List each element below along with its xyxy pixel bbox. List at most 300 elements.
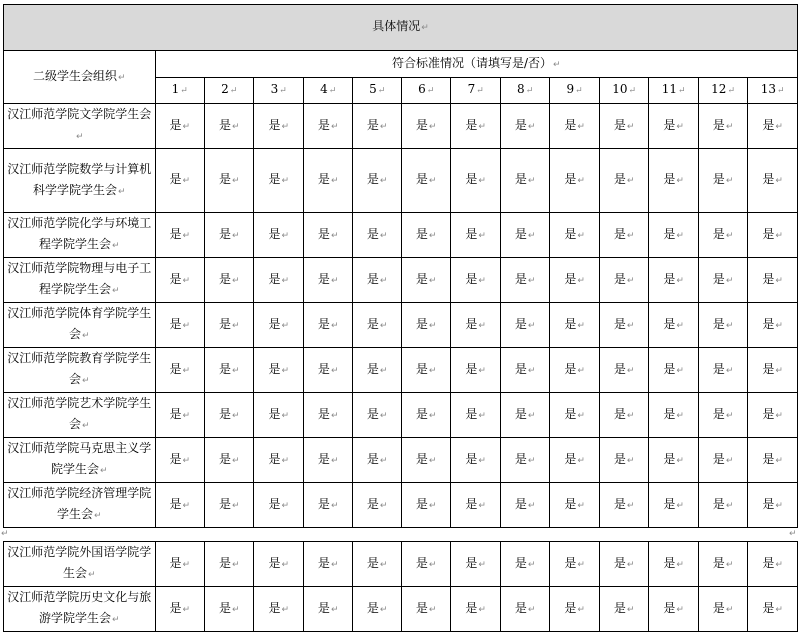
criteria-value-cell <box>649 438 698 483</box>
paragraph-mark: ↵ <box>577 455 585 466</box>
criteria-value-cell-text: 是 <box>317 117 330 132</box>
paragraph-mark: ↵ <box>281 320 289 331</box>
paragraph-mark: ↵ <box>330 320 339 331</box>
criteria-value-cell-text: 是 <box>762 406 775 421</box>
paragraph-mark: ↵ <box>677 86 686 96</box>
criteria-value-cell <box>748 348 798 393</box>
paragraph-mark: ↵ <box>117 186 126 197</box>
paragraph-mark: ↵ <box>231 275 240 286</box>
criteria-value-cell <box>303 587 352 632</box>
paragraph-mark: ↵ <box>626 559 635 570</box>
paragraph-mark: ↵ <box>330 500 339 511</box>
criteria-value-cell-text: 是 <box>465 555 478 570</box>
criteria-value-cell-text: 是 <box>415 226 428 241</box>
criteria-value-cell <box>550 104 599 149</box>
criteria-value-cell-text: 是 <box>268 555 281 570</box>
criteria-value-cell-text: 是 <box>415 316 428 331</box>
paragraph-mark: ↵ <box>182 455 191 466</box>
criteria-value-cell-text: 是 <box>514 555 527 570</box>
paragraph-mark: ↵ <box>527 365 536 376</box>
paragraph-mark: ↵ <box>428 320 437 331</box>
paragraph-mark: ↵ <box>775 275 783 286</box>
paragraph-mark: ↵ <box>789 529 797 539</box>
criteria-value-cell-text: 是 <box>762 555 775 570</box>
criteria-value-cell <box>205 393 254 438</box>
criteria-value-cell <box>748 483 798 528</box>
paragraph-mark: ↵ <box>330 455 339 466</box>
paragraph-mark: ↵ <box>626 320 635 331</box>
paragraph-mark: ↵ <box>428 121 437 132</box>
paragraph-mark: ↵ <box>330 410 339 421</box>
criteria-value-cell <box>155 393 204 438</box>
org-name-cell <box>4 149 156 213</box>
paragraph-mark: ↵ <box>182 275 191 286</box>
criteria-value-cell <box>698 104 747 149</box>
criteria-value-cell-text: 是 <box>317 361 330 376</box>
column-number <box>155 78 204 104</box>
criteria-value-cell <box>550 348 599 393</box>
column-number-text: 6 <box>418 82 426 96</box>
paragraph-mark: ↵ <box>379 410 388 421</box>
paragraph-mark: ↵ <box>231 410 240 421</box>
criteria-value-cell <box>451 149 500 213</box>
criteria-value-cell <box>205 438 254 483</box>
criteria-value-cell <box>254 258 303 303</box>
criteria-value-cell <box>303 303 352 348</box>
paragraph-mark: ↵ <box>626 230 635 241</box>
paragraph-mark: ↵ <box>81 331 90 341</box>
criteria-value-cell <box>353 587 401 632</box>
paragraph-mark: ↵ <box>725 410 734 421</box>
criteria-value-cell-text: 是 <box>366 172 379 186</box>
criteria-value-cell-text: 是 <box>564 496 577 511</box>
criteria-value-cell-text: 是 <box>465 600 478 615</box>
criteria-value-cell-text: 是 <box>317 271 330 286</box>
paragraph-mark: ↵ <box>231 230 240 241</box>
criteria-value-cell-text: 是 <box>465 451 478 466</box>
title-row <box>4 5 798 51</box>
criteria-value-cell <box>500 104 549 149</box>
paragraph-mark: ↵ <box>575 86 583 96</box>
criteria-value-cell-text: 是 <box>663 555 676 570</box>
criteria-value-cell <box>748 587 798 632</box>
paragraph-mark: ↵ <box>777 86 785 96</box>
criteria-value-cell-text: 是 <box>169 117 182 132</box>
criteria-value-cell <box>353 258 401 303</box>
paragraph-mark: ↵ <box>428 604 437 615</box>
org-name-cell-text: 汉江师范学院外国语学院学生会 <box>7 545 152 580</box>
criteria-value-cell <box>500 149 549 213</box>
criteria-value-cell <box>155 213 204 258</box>
paragraph-mark: ↵ <box>426 86 435 96</box>
organization-criteria-table <box>3 4 798 528</box>
criteria-value-cell-text: 是 <box>366 271 379 286</box>
criteria-value-cell-text: 是 <box>663 451 676 466</box>
paragraph-mark: ↵ <box>182 365 191 376</box>
table-row <box>4 393 798 438</box>
org-name-cell <box>4 438 156 483</box>
criteria-value-cell <box>698 542 747 587</box>
criteria-value-cell-text: 是 <box>268 117 281 132</box>
criteria-value-cell-text: 是 <box>415 406 428 421</box>
criteria-value-cell <box>254 393 303 438</box>
paragraph-mark: ↵ <box>281 176 289 186</box>
criteria-value-cell-text: 是 <box>712 117 725 132</box>
criteria-value-cell <box>698 438 747 483</box>
paragraph-mark: ↵ <box>676 365 684 376</box>
paragraph-mark: ↵ <box>478 500 486 511</box>
paragraph-mark: ↵ <box>725 455 734 466</box>
criteria-value-cell-text: 是 <box>169 316 182 331</box>
criteria-value-cell <box>205 258 254 303</box>
criteria-value-cell <box>254 149 303 213</box>
criteria-value-cell <box>698 348 747 393</box>
criteria-value-cell <box>649 393 698 438</box>
table-row <box>4 104 798 149</box>
criteria-value-cell-text: 是 <box>663 226 676 241</box>
org-header: 二级学生会组织 <box>32 68 117 83</box>
criteria-value-cell-text: 是 <box>268 271 281 286</box>
criteria-value-cell-text: 是 <box>218 226 231 241</box>
criteria-value-cell <box>599 258 648 303</box>
paragraph-mark: ↵ <box>75 132 84 142</box>
criteria-value-cell-text: 是 <box>564 451 577 466</box>
paragraph-mark: ↵ <box>379 230 388 241</box>
criteria-value-cell <box>155 303 204 348</box>
paragraph-mark: ↵ <box>99 466 108 476</box>
criteria-value-cell-text: 是 <box>366 361 379 376</box>
paragraph-mark: ↵ <box>93 511 102 521</box>
criteria-value-cell <box>599 213 648 258</box>
criteria-value-cell <box>550 542 599 587</box>
column-number-text: 7 <box>467 82 476 96</box>
paragraph-mark: ↵ <box>775 121 783 132</box>
criteria-value-cell-text: 是 <box>663 117 676 132</box>
paragraph-mark: ↵ <box>527 410 536 421</box>
criteria-value-cell <box>649 258 698 303</box>
paragraph-mark: ↵ <box>478 275 486 286</box>
criteria-value-cell <box>205 348 254 393</box>
paragraph-mark: ↵ <box>330 121 339 132</box>
paragraph-mark: ↵ <box>525 86 534 96</box>
paragraph-mark: ↵ <box>182 176 191 186</box>
paragraph-mark: ↵ <box>577 410 585 421</box>
criteria-value-cell-text: 是 <box>514 451 527 466</box>
criteria-value-cell-text: 是 <box>564 361 577 376</box>
paragraph-mark: ↵ <box>478 230 486 241</box>
paragraph-mark: ↵ <box>476 86 484 96</box>
criteria-value-cell-text: 是 <box>317 600 330 615</box>
paragraph-mark: ↵ <box>725 500 734 511</box>
paragraph-mark: ↵ <box>725 176 734 186</box>
paragraph-mark: ↵ <box>1 529 9 539</box>
paragraph-mark: ↵ <box>117 72 126 83</box>
paragraph-mark: ↵ <box>428 559 437 570</box>
paragraph-mark: ↵ <box>527 230 536 241</box>
criteria-value-cell-text: 是 <box>268 406 281 421</box>
paragraph-mark: ↵ <box>111 615 120 625</box>
criteria-value-cell <box>550 258 599 303</box>
criteria-value-cell <box>303 393 352 438</box>
paragraph-mark: ↵ <box>81 376 90 386</box>
criteria-value-cell <box>401 438 450 483</box>
criteria-value-cell-text: 是 <box>613 406 626 421</box>
paragraph-mark: ↵ <box>775 559 783 570</box>
criteria-value-cell-text: 是 <box>712 361 725 376</box>
criteria-value-cell <box>599 104 648 149</box>
criteria-value-cell <box>748 542 798 587</box>
paragraph-mark: ↵ <box>231 455 240 466</box>
criteria-value-cell <box>550 438 599 483</box>
paragraph-mark: ↵ <box>182 320 191 331</box>
paragraph-mark: ↵ <box>626 455 635 466</box>
criteria-value-cell <box>599 149 648 213</box>
paragraph-mark: ↵ <box>330 176 339 186</box>
criteria-value-cell-text: 是 <box>613 451 626 466</box>
criteria-value-cell-text: 是 <box>613 555 626 570</box>
criteria-value-cell-text: 是 <box>366 316 379 331</box>
paragraph-mark: ↵ <box>577 365 585 376</box>
criteria-value-cell <box>451 348 500 393</box>
criteria-value-cell <box>303 104 352 149</box>
criteria-value-cell <box>205 149 254 213</box>
criteria-value-cell <box>550 213 599 258</box>
criteria-value-cell-text: 是 <box>218 271 231 286</box>
criteria-value-cell-text: 是 <box>415 271 428 286</box>
criteria-value-cell <box>748 393 798 438</box>
criteria-value-cell <box>155 104 204 149</box>
org-name-cell-text: 汉江师范学院体育学院学生会 <box>7 306 152 341</box>
criteria-value-cell-text: 是 <box>317 496 330 511</box>
criteria-value-cell-text: 是 <box>762 600 775 615</box>
paragraph-mark: ↵ <box>281 604 289 615</box>
column-number-text: 2 <box>221 82 229 96</box>
paragraph-mark: ↵ <box>626 275 635 286</box>
column-number-text: 12 <box>711 82 727 96</box>
criteria-value-cell <box>748 213 798 258</box>
criteria-value-cell-text: 是 <box>712 496 725 511</box>
table-row <box>4 303 798 348</box>
org-name-cell-text: 汉江师范学院数学与计算机科学学院学生会 <box>7 161 152 197</box>
paragraph-mark: ↵ <box>725 559 734 570</box>
criteria-value-cell-text: 是 <box>663 406 676 421</box>
criteria-value-cell <box>748 303 798 348</box>
criteria-value-cell <box>698 303 747 348</box>
criteria-value-cell <box>748 258 798 303</box>
paragraph-mark: ↵ <box>676 176 684 186</box>
criteria-value-cell-text: 是 <box>465 271 478 286</box>
criteria-value-cell-text: 是 <box>564 406 577 421</box>
criteria-value-cell-text: 是 <box>762 226 775 241</box>
criteria-value-cell-text: 是 <box>218 361 231 376</box>
paragraph-mark: ↵ <box>379 176 388 186</box>
paragraph-mark: ↵ <box>428 275 437 286</box>
column-number <box>748 78 798 104</box>
criteria-value-cell <box>254 303 303 348</box>
paragraph-mark: ↵ <box>231 500 240 511</box>
criteria-value-cell-text: 是 <box>218 555 231 570</box>
criteria-value-cell-text: 是 <box>415 451 428 466</box>
paragraph-mark: ↵ <box>775 455 783 466</box>
criteria-value-cell <box>550 303 599 348</box>
criteria-value-cell-text: 是 <box>169 226 182 241</box>
criteria-value-cell <box>550 587 599 632</box>
criteria-value-cell-text: 是 <box>366 117 379 132</box>
criteria-value-cell-text: 是 <box>514 172 527 186</box>
paragraph-mark: ↵ <box>428 500 437 511</box>
criteria-value-cell <box>451 393 500 438</box>
table-row <box>4 587 798 632</box>
column-number-text: 4 <box>320 82 328 96</box>
org-name-cell-text: 汉江师范学院马克思主义学院学生会 <box>7 441 152 476</box>
criteria-value-cell-text: 是 <box>169 600 182 615</box>
column-number <box>500 78 549 104</box>
criteria-value-cell <box>698 149 747 213</box>
criteria-value-cell <box>353 348 401 393</box>
criteria-value-cell <box>155 438 204 483</box>
criteria-value-cell-text: 是 <box>663 316 676 331</box>
criteria-value-cell-text: 是 <box>762 361 775 376</box>
header-row <box>4 51 798 78</box>
criteria-value-cell-text: 是 <box>762 172 775 186</box>
criteria-value-cell-text: 是 <box>564 600 577 615</box>
org-name-cell <box>4 303 156 348</box>
criteria-value-cell-text: 是 <box>465 117 478 132</box>
paragraph-mark: ↵ <box>231 320 240 331</box>
criteria-value-cell-text: 是 <box>218 496 231 511</box>
org-name-cell <box>4 104 156 149</box>
criteria-value-cell-text: 是 <box>218 117 231 132</box>
paragraph-mark: ↵ <box>725 604 734 615</box>
criteria-value-cell <box>599 542 648 587</box>
paragraph-mark: ↵ <box>478 559 486 570</box>
criteria-value-cell <box>451 104 500 149</box>
criteria-value-cell-text: 是 <box>762 496 775 511</box>
table-title: 具体情况 <box>372 19 421 33</box>
criteria-value-cell <box>254 104 303 149</box>
criteria-value-cell <box>303 542 352 587</box>
paragraph-mark: ↵ <box>676 500 684 511</box>
paragraph-mark: ↵ <box>577 230 585 241</box>
org-name-cell <box>4 213 156 258</box>
criteria-value-cell <box>401 393 450 438</box>
org-name-cell-text: 汉江师范学院经济管理学院学生会 <box>7 486 152 521</box>
criteria-value-cell <box>748 438 798 483</box>
org-name-cell <box>4 393 156 438</box>
paragraph-mark: ↵ <box>281 410 289 421</box>
criteria-value-cell <box>500 438 549 483</box>
criteria-value-cell-text: 是 <box>218 316 231 331</box>
paragraph-mark: ↵ <box>527 604 536 615</box>
criteria-value-cell <box>401 348 450 393</box>
criteria-value-cell-text: 是 <box>712 271 725 286</box>
criteria-value-cell <box>401 483 450 528</box>
paragraph-mark: ↵ <box>775 500 783 511</box>
paragraph-mark: ↵ <box>428 230 437 241</box>
paragraph-mark: ↵ <box>182 121 191 132</box>
paragraph-mark: ↵ <box>182 410 191 421</box>
criteria-value-cell <box>205 213 254 258</box>
criteria-value-cell <box>500 348 549 393</box>
paragraph-mark: ↵ <box>379 275 388 286</box>
criteria-value-cell <box>649 348 698 393</box>
criteria-value-cell-text: 是 <box>762 316 775 331</box>
criteria-value-cell-text: 是 <box>613 600 626 615</box>
criteria-value-cell-text: 是 <box>564 271 577 286</box>
org-name-cell-text: 汉江师范学院物理与电子工程学院学生会 <box>7 261 152 296</box>
criteria-value-cell <box>599 393 648 438</box>
paragraph-mark: ↵ <box>527 121 536 132</box>
criteria-value-cell-text: 是 <box>366 406 379 421</box>
criteria-value-cell-text: 是 <box>465 496 478 511</box>
paragraph-mark: ↵ <box>676 121 684 132</box>
criteria-value-cell-text: 是 <box>169 406 182 421</box>
criteria-value-cell-text: 是 <box>465 226 478 241</box>
paragraph-mark: ↵ <box>281 500 289 511</box>
paragraph-mark: ↵ <box>676 455 684 466</box>
paragraph-mark: ↵ <box>725 121 734 132</box>
criteria-value-cell <box>205 303 254 348</box>
paragraph-mark: ↵ <box>87 570 96 580</box>
criteria-value-cell-text: 是 <box>366 600 379 615</box>
criteria-value-cell-text: 是 <box>613 316 626 331</box>
paragraph-mark: ↵ <box>577 275 585 286</box>
criteria-value-cell-text: 是 <box>762 117 775 132</box>
paragraph-mark: ↵ <box>182 500 191 511</box>
paragraph-mark: ↵ <box>725 320 734 331</box>
criteria-value-cell-text: 是 <box>218 600 231 615</box>
paragraph-mark: ↵ <box>577 320 585 331</box>
criteria-value-cell-text: 是 <box>317 555 330 570</box>
paragraph-mark: ↵ <box>577 500 585 511</box>
criteria-value-cell-text: 是 <box>415 496 428 511</box>
criteria-value-cell-text: 是 <box>317 226 330 241</box>
criteria-value-cell-text: 是 <box>169 496 182 511</box>
criteria-value-cell <box>205 542 254 587</box>
criteria-value-cell-text: 是 <box>465 172 478 186</box>
criteria-value-cell-text: 是 <box>366 451 379 466</box>
paragraph-mark: ↵ <box>626 176 635 186</box>
column-number-text: 13 <box>760 82 777 96</box>
criteria-value-cell <box>303 213 352 258</box>
criteria-value-cell <box>205 104 254 149</box>
paragraph-mark: ↵ <box>725 230 734 241</box>
criteria-value-cell-text: 是 <box>169 361 182 376</box>
criteria-value-cell <box>649 104 698 149</box>
paragraph-mark: ↵ <box>421 23 429 33</box>
criteria-value-cell-text: 是 <box>317 451 330 466</box>
paragraph-mark: ↵ <box>182 604 191 615</box>
paragraph-mark: ↵ <box>428 365 437 376</box>
column-number <box>451 78 500 104</box>
paragraph-mark: ↵ <box>111 241 120 251</box>
criteria-value-cell <box>451 258 500 303</box>
criteria-value-cell <box>451 438 500 483</box>
paragraph-mark: ↵ <box>775 230 783 241</box>
paragraph-mark: ↵ <box>676 410 684 421</box>
criteria-value-cell <box>649 483 698 528</box>
column-number <box>698 78 747 104</box>
paragraph-mark: ↵ <box>527 500 536 511</box>
criteria-value-cell <box>698 213 747 258</box>
paragraph-mark: ↵ <box>379 365 388 376</box>
column-number <box>599 78 648 104</box>
criteria-value-cell <box>451 587 500 632</box>
criteria-value-cell-text: 是 <box>317 316 330 331</box>
organization-criteria-table-continued <box>3 541 798 632</box>
paragraph-mark: ↵ <box>478 604 486 615</box>
column-number-text: 1 <box>171 82 180 96</box>
